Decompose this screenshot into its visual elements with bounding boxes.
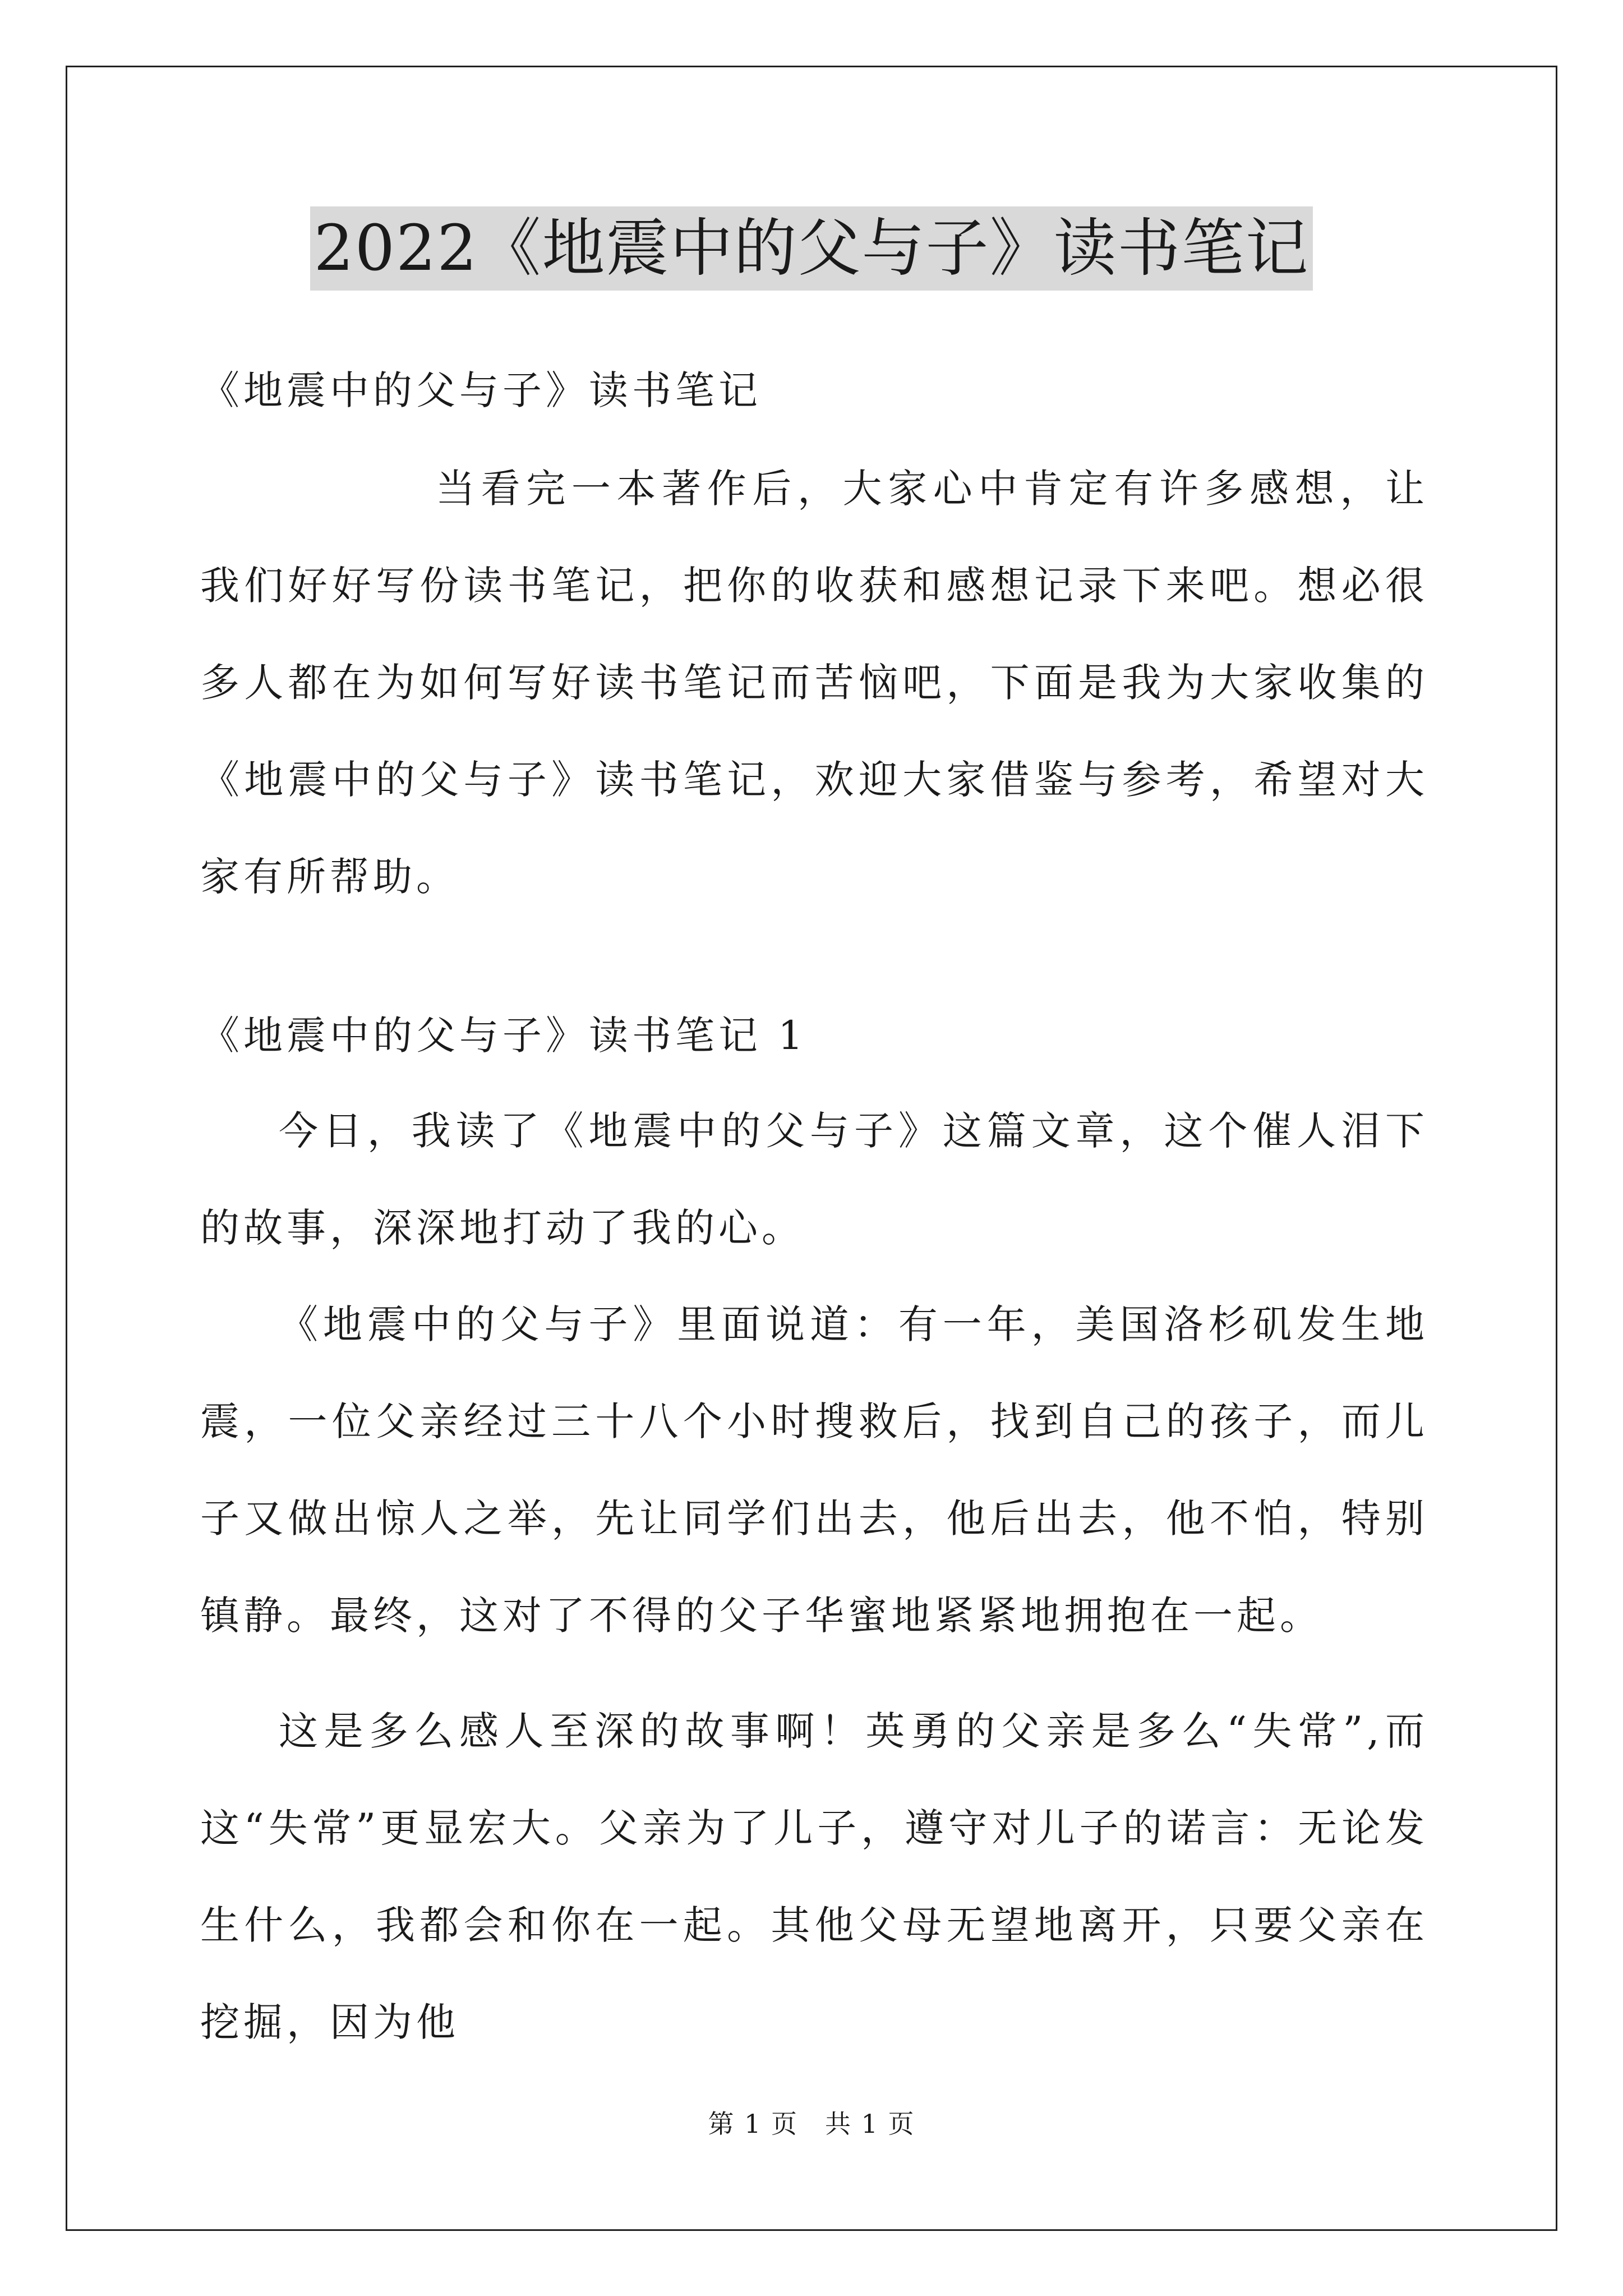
subtitle: 《地震中的父与子》读书笔记 (200, 367, 762, 413)
title-container (0, 206, 1623, 291)
page-title: 2022《地震中的父与子》读书笔记 (310, 206, 1312, 291)
paragraph-2: 《地震中的父与子》里面说道：有一年，美国洛杉矶发生地震，一位父亲经过三十八个小时搜救后，找到自己的孩子，而儿子又做出惊人之举，先让同学们出去，他后出去，他不怕，特别镇静。最终，这对了不得的父子华蜜地紧紧地拥抱在一起。 (200, 1301, 1428, 1639)
paragraph-3: 这是多么感人至深的故事啊！英勇的父亲是多么“失常”,而这“失常”更显宏大。父亲为了儿子，遵守对儿子的诺言：无论发生什么，我都会和你在一起。其他父母无望地离开，只要父亲在挖掘，因为他 (200, 1708, 1428, 2045)
intro-paragraph: 当看完一本著作后，大家心中肯定有许多感想，让我们好好写份读书笔记，把你的收获和感想记录下来吧。想必很多人都在为如何写好读书笔记而苦恼吧，下面是我为大家收集的《地震中的父与子》读书笔记，欢迎大家借鉴与参考，希望对大家有所帮助。 (200, 466, 1428, 900)
paragraph-1: 今日，我读了《地震中的父与子》这篇文章，这个催人泪下的故事，深深地打动了我的心。 (200, 1108, 1428, 1251)
page-footer: 第 1 页 共 1 页 (708, 2109, 915, 2139)
section-heading: 《地震中的父与子》读书笔记 1 (200, 1013, 807, 1059)
